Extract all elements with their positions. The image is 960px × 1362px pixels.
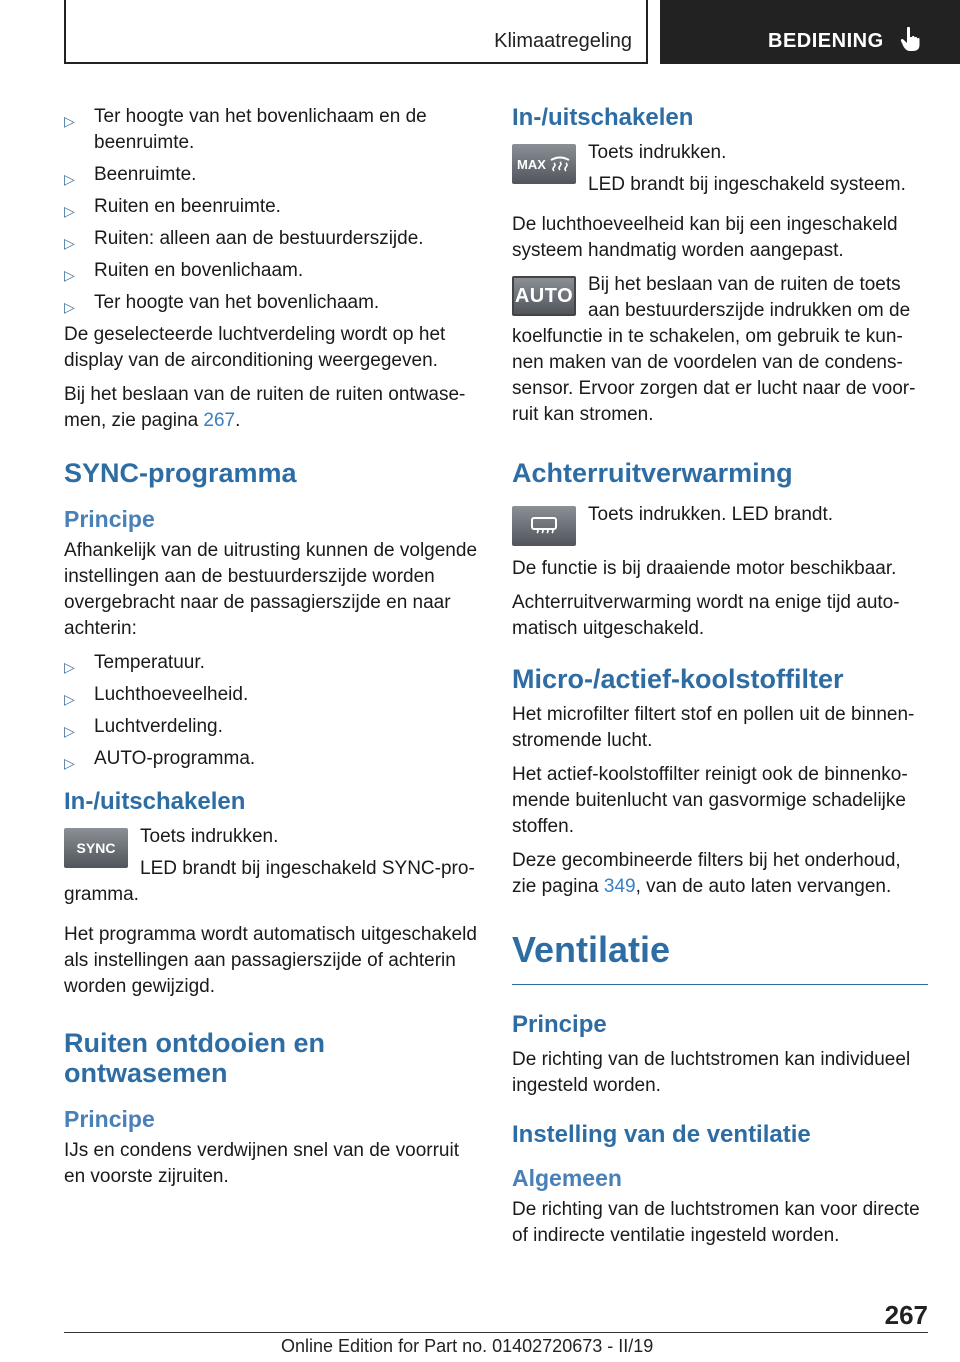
paragraph: Het programma wordt automatisch uitgeschakeld als instellingen aan passagierszijde of achterin worden gewijzigd.	[64, 924, 477, 997]
rear-defrost-block	[512, 502, 928, 550]
triangle-bullet-icon: ▷	[64, 755, 75, 771]
windshield-defrost-icon	[549, 155, 571, 173]
header-chapter-tab	[660, 0, 960, 64]
paragraph: Toets indrukken. LED brandt.	[588, 504, 834, 525]
air-distribution-list	[64, 104, 482, 316]
list-item: ▷ Ruiten en bovenlichaam.	[64, 258, 482, 284]
sync-settings-list	[64, 650, 482, 772]
paragraph: Het actief-koolstoffilter reinigt ook de binnenkomende buitenlucht van gasvormige schadelijke stoffen.	[512, 764, 908, 837]
triangle-bullet-icon: ▷	[64, 113, 75, 129]
max-defrost-button-icon: MAX	[512, 144, 576, 184]
hand-pointer-icon	[900, 26, 922, 52]
left-column	[64, 104, 482, 1198]
list-item: ▷ Luchtverdeling.	[64, 714, 482, 740]
page-link-349[interactable]: 349	[603, 876, 636, 897]
page-number: 267	[884, 1300, 928, 1330]
triangle-bullet-icon: ▷	[64, 235, 75, 251]
list-item: ▷ Ruiten: alleen aan de bestuurderszijde.	[64, 226, 482, 252]
subheading-algemeen: Algemeen	[512, 1165, 622, 1191]
paragraph: De functie is bij draaiende motor beschikbaar.	[512, 558, 897, 579]
triangle-bullet-icon: ▷	[64, 299, 75, 315]
subheading-principe: Principe	[64, 506, 155, 532]
header-section-tab	[64, 0, 648, 64]
section-heading-filter: Micro-/actief-koolstoffilter	[512, 664, 844, 694]
list-item: ▷ Ter hoogte van het bovenlichaam en de beenruimte.	[64, 106, 427, 153]
section-heading-sync: SYNC-programma	[64, 458, 297, 488]
list-item: ▷ AUTO-programma.	[64, 746, 482, 772]
list-item: ▷ Ter hoogte van het bovenlichaam.	[64, 290, 482, 316]
sync-button-icon: SYNC	[64, 828, 128, 868]
triangle-bullet-icon: ▷	[64, 723, 75, 739]
page-link-267[interactable]: 267	[203, 410, 236, 431]
list-item: ▷ Beenruimte.	[64, 162, 482, 188]
max-button-block	[512, 140, 928, 206]
chapter-heading-ventilatie: Ventilatie	[512, 930, 928, 985]
paragraph: De luchthoeveelheid kan bij een ingeschakeld systeem handmatig worden aangepast.	[512, 214, 898, 261]
header-chapter-title: BEDIENING	[768, 30, 884, 52]
paragraph: LED brandt bij ingeschakeld SYNC-programma.	[64, 858, 475, 905]
sync-button-block	[64, 824, 482, 916]
paragraph: Het microfilter filtert stof en pollen uit de binnenstromende lucht.	[512, 704, 915, 751]
rear-window-heating-button-icon	[512, 506, 576, 546]
auto-button-block	[512, 272, 928, 428]
section-heading-rear-window: Achterruitverwarming	[512, 458, 793, 488]
subheading-inuitschakelen: In-/uitschakelen	[64, 788, 246, 815]
paragraph: De geselecteerde luchtverdeling wordt op het display van de airconditioning weergegeven.	[64, 324, 446, 371]
list-item: ▷ Luchthoeveelheid.	[64, 682, 482, 708]
footer-edition: Online Edition for Part no. 01402720673 - II/19	[281, 1336, 654, 1356]
paragraph: De richting van de luchtstromen kan individueel ingesteld worden.	[512, 1049, 911, 1096]
paragraph: LED brandt bij ingeschakeld systeem.	[588, 174, 906, 195]
paragraph: Toets indrukken.	[140, 826, 279, 847]
subheading-ventilation-setting: Instelling van de ventilatie	[512, 1121, 811, 1148]
subheading-inuitschakelen: In-/uitschakelen	[512, 104, 694, 131]
list-item: ▷ Temperatuur.	[64, 650, 482, 676]
paragraph: De richting van de luchtstromen kan voor directe of indirecte ventilatie ingesteld worden.	[512, 1199, 920, 1246]
paragraph: Deze gecombineerde filters bij het onderhoud, zie pagina 349, van de auto laten vervangen.	[512, 850, 901, 897]
paragraph: Toets indrukken.	[588, 142, 727, 163]
paragraph: Achterruitverwarming wordt na enige tijd automatisch uitgeschakeld.	[512, 592, 900, 639]
right-column	[512, 104, 928, 1257]
paragraph: Bij het beslaan van de ruiten de toets aan bestuurderszijde indrukken om de koelfunctie in te schakelen, om gebruik te kunnen maken van de voordelen van de condenssensor. Ervoor zorgen dat er lucht naar de voorruit kan stromen.	[512, 274, 916, 425]
triangle-bullet-icon: ▷	[64, 171, 75, 187]
list-item: ▷ Ruiten en beenruimte.	[64, 194, 482, 220]
triangle-bullet-icon: ▷	[64, 267, 75, 283]
section-heading-defrost: Ruiten ontdooien en ontwasemen	[64, 1028, 325, 1088]
paragraph: Afhankelijk van de uitrusting kunnen de volgende instellingen aan de bestuurderszijde worden overgebracht naar de passagierszijde en naar achterin:	[64, 540, 478, 639]
subheading-principe: Principe	[64, 1106, 155, 1132]
triangle-bullet-icon: ▷	[64, 691, 75, 707]
subheading-principe: Principe	[512, 1011, 607, 1038]
paragraph: Bij het beslaan van de ruiten de ruiten ontwasemen, zie pagina 267.	[64, 384, 466, 431]
triangle-bullet-icon: ▷	[64, 659, 75, 675]
auto-button-icon: AUTO	[512, 276, 576, 316]
footer-divider	[64, 1332, 928, 1333]
paragraph: IJs en condens verdwijnen snel van de voorruit en voorste zijruiten.	[64, 1140, 460, 1187]
rear-defrost-icon	[529, 515, 559, 537]
triangle-bullet-icon: ▷	[64, 203, 75, 219]
header-section-title: Klimaatregeling	[494, 30, 632, 52]
